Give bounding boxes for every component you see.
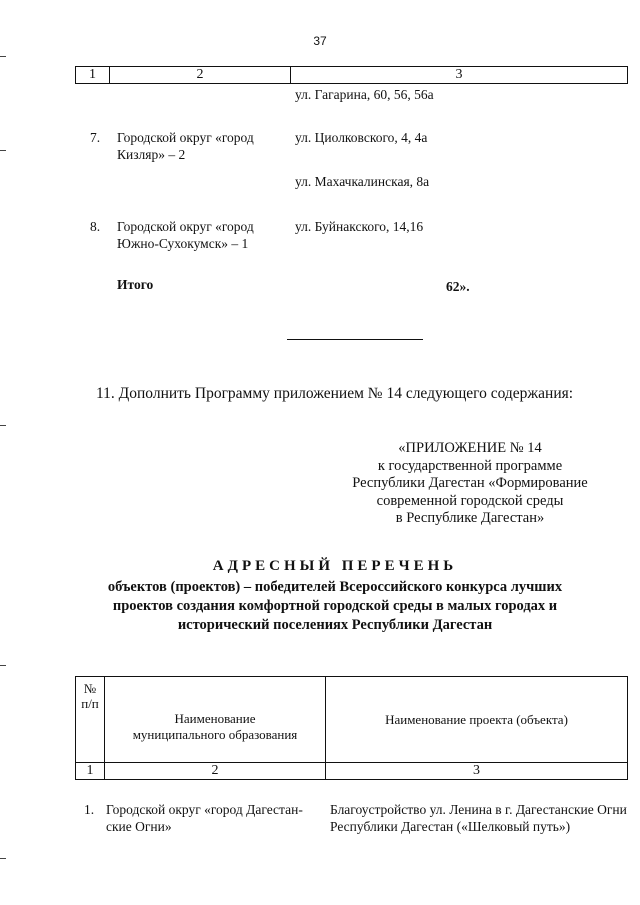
header-line: Наименование — [174, 710, 256, 726]
subtitle-line: исторический поселениях Республики Дагестан — [177, 617, 493, 633]
header-line: п/п — [81, 696, 99, 711]
appendix-line: в Республике Дагестан» — [395, 510, 545, 526]
total-label: Итого — [117, 277, 154, 292]
total-value: 62». — [446, 279, 470, 294]
project-line: Республики Дагестан («Шелковый путь») — [330, 819, 571, 834]
margin-tick — [0, 56, 6, 57]
address: ул. Махачкалинская, 8а — [295, 174, 430, 189]
municipality-line: Южно-Сухокумск» – 1 — [117, 236, 249, 251]
municipality-line: Кизляр» – 2 — [117, 147, 186, 162]
col-num-1: 1 — [76, 67, 110, 84]
separator-rule — [287, 339, 423, 340]
appendix-line: Республики Дагестан «Формирование — [352, 475, 588, 491]
margin-tick — [0, 665, 6, 666]
municipality-name — [117, 129, 254, 163]
municipality-line: Городской округ «город — [117, 219, 254, 234]
appendix-line: современной городской среды — [376, 492, 564, 509]
row-number: 7. — [90, 130, 101, 145]
address: ул. Буйнакского, 14,16 — [295, 219, 424, 234]
project-name — [330, 801, 627, 835]
subtitle-line: объектов (проектов) – победителей Всероссийского конкурса лучших — [107, 579, 563, 595]
paragraph-11: 11. Дополнить Программу приложением № 14 следующего содержания: — [96, 385, 574, 402]
col-num-3: 3 — [291, 67, 628, 84]
row-number: 8. — [90, 219, 101, 234]
appendix-line: к государственной программе — [377, 457, 563, 474]
margin-tick — [0, 858, 6, 859]
list-subtitle — [0, 578, 640, 635]
header-line: № — [83, 681, 97, 696]
header-line: муниципального образования — [132, 726, 298, 742]
appendix-line: «ПРИЛОЖЕНИЕ № 14 — [398, 440, 542, 456]
row-number: 1. — [84, 802, 95, 817]
municipality-name — [117, 218, 254, 252]
margin-tick — [0, 150, 6, 151]
subtitle-line: проектов создания комфортной городской среды в малых городах и — [112, 598, 558, 614]
col-header-municipality — [105, 677, 326, 763]
municipality-line: Городской округ «город — [117, 130, 254, 145]
top-table-header — [75, 66, 628, 84]
col-num-2: 2 — [110, 67, 291, 84]
bottom-table-header — [75, 676, 628, 780]
col-header-project: Наименование проекта (объекта) — [326, 677, 628, 763]
municipality-line: Городской округ «город Дагестан- — [106, 802, 303, 817]
page-number: 37 — [313, 34, 327, 48]
address: ул. Циолковского, 4, 4а — [295, 130, 428, 145]
continued-address: ул. Гагарина, 60, 56, 56а — [295, 87, 434, 102]
project-line: Благоустройство ул. Ленина в г. Дагестанские Огни — [330, 802, 627, 817]
col-num-1: 1 — [76, 763, 105, 780]
col-num-2: 2 — [105, 763, 326, 780]
municipality-line: ские Огни» — [106, 819, 172, 834]
municipality-name — [106, 801, 303, 835]
col-header-number — [76, 677, 105, 763]
list-heading: АДРЕСНЫЙ ПЕРЕЧЕНЬ — [212, 558, 458, 574]
appendix-header — [330, 440, 610, 528]
margin-tick — [0, 425, 6, 426]
col-num-3: 3 — [326, 763, 628, 780]
